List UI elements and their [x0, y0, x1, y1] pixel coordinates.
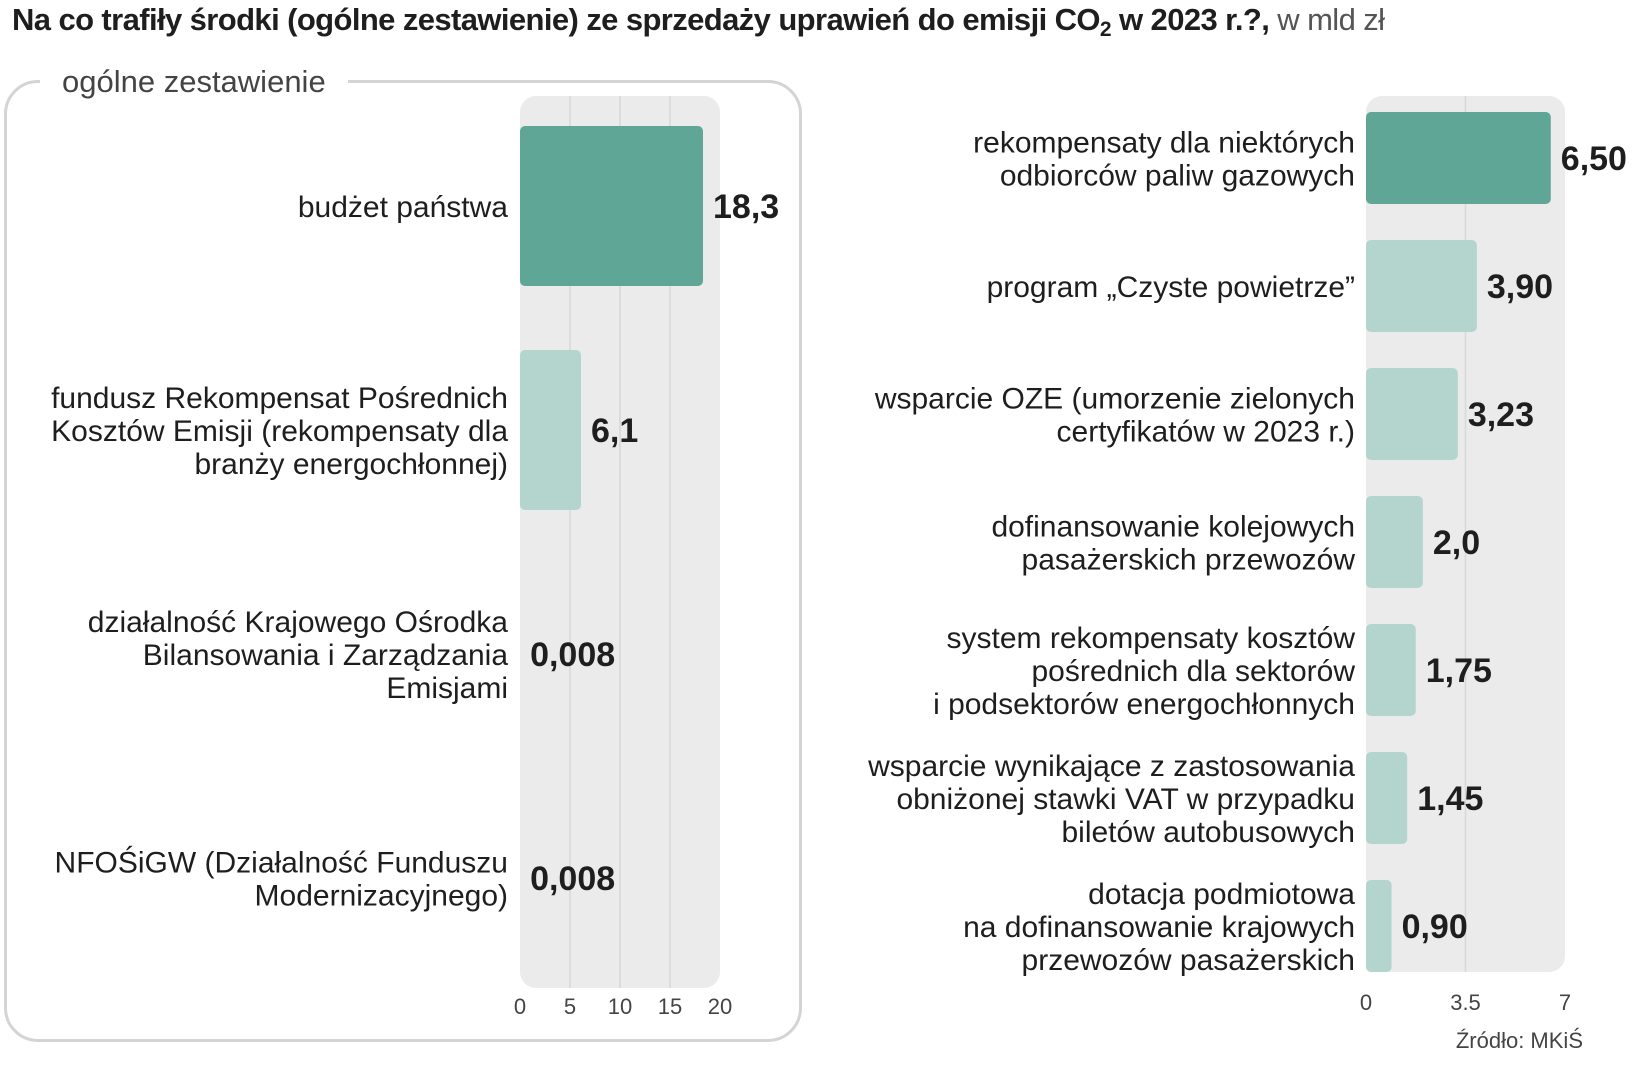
category-label-line: system rekompensaty kosztów — [946, 621, 1355, 655]
category-label-line: certyfikatów w 2023 r.) — [1056, 415, 1355, 449]
category-label-line: Emisjami — [386, 671, 508, 705]
category-label — [991, 510, 1355, 576]
category-label-line: Kosztów Emisji (rekompensaty dla — [51, 414, 508, 448]
bar — [1366, 112, 1551, 204]
title-unit: w mld zł — [1269, 2, 1385, 37]
category-label-line: odbiorców paliw gazowych — [999, 159, 1355, 193]
data-label: 0,008 — [530, 636, 616, 675]
data-label: 0,008 — [530, 860, 616, 899]
category-label-line: działalność Krajowego Ośrodka — [87, 605, 508, 639]
x-tick-label: 5 — [563, 994, 577, 1019]
bar — [520, 350, 581, 510]
category-label-line: na dofinansowanie krajowych — [963, 910, 1355, 944]
category-label-line: budżet państwa — [297, 190, 508, 224]
frame-label: ogólne zestawienie — [40, 64, 348, 100]
x-tick-label: 7 — [1558, 990, 1572, 1015]
data-label: 1,75 — [1425, 652, 1492, 691]
bar — [1366, 368, 1458, 460]
category-label — [933, 622, 1355, 721]
category-label — [987, 271, 1355, 304]
category-label-line: dofinansowanie kolejowych — [991, 510, 1355, 544]
category-label-line: pośrednich dla sektorów — [1031, 654, 1355, 688]
chart-overview — [51, 96, 779, 1019]
title-subscript: 2 — [1099, 18, 1112, 41]
category-label — [973, 126, 1355, 192]
category-label-line: dotacja podmiotowa — [1088, 877, 1355, 911]
category-label — [55, 845, 508, 912]
data-label: 3,90 — [1486, 268, 1554, 307]
category-label-line: wsparcie wynikające z zastosowania — [868, 749, 1355, 783]
title-year: w 2023 r.?, — [1111, 2, 1270, 37]
x-tick-label: 20 — [707, 994, 733, 1019]
category-label — [867, 750, 1355, 849]
title-main: Na co trafiły środki (ogólne zestawienie) ze sprzedaży uprawień do emisji CO — [12, 2, 1100, 37]
category-label-line: Modernizacyjnego) — [254, 879, 508, 913]
category-label-line: Bilansowania i Zarządzania — [142, 638, 508, 672]
category-label-line: rekompensaty dla niektórych — [973, 126, 1355, 160]
category-label-line: branży energochłonnej) — [194, 447, 508, 481]
category-label-line: fundusz Rekompensat Pośrednich — [51, 381, 508, 415]
category-label-line: wsparcie OZE (umorzenie zielonych — [874, 382, 1355, 416]
data-label: 0,90 — [1401, 908, 1468, 947]
category-label-line: biletów autobusowych — [1061, 815, 1355, 849]
bar — [1366, 624, 1416, 716]
x-tick-label: 0 — [513, 994, 527, 1019]
category-label-line: NFOŚiGW (Działalność Funduszu — [54, 846, 508, 880]
bar — [1366, 496, 1423, 588]
category-label-line: i podsektorów energochłonnych — [933, 687, 1355, 721]
data-label: 6,1 — [591, 412, 639, 451]
category-label — [51, 382, 508, 481]
x-tick-label: 15 — [657, 994, 683, 1019]
category-label — [298, 191, 508, 224]
category-label — [963, 878, 1355, 977]
chart-breakdown — [867, 96, 1627, 1015]
category-label-line: pasażerskich przewozów — [1021, 543, 1355, 577]
data-label: 1,45 — [1417, 780, 1484, 819]
category-label-line: obniżonej stawki VAT w przypadku — [896, 782, 1355, 816]
data-label: 6,50 — [1560, 140, 1627, 179]
data-label: 2,0 — [1432, 524, 1481, 563]
x-tick-label: 3.5 — [1450, 990, 1481, 1015]
category-label — [88, 606, 509, 705]
category-label-line: program „Czyste powietrze” — [986, 270, 1355, 304]
x-tick-label: 10 — [607, 994, 633, 1019]
category-label — [874, 382, 1355, 448]
data-label: 18,3 — [713, 188, 780, 227]
bar — [1366, 240, 1477, 332]
source-note: Źródło: MKiŚ — [1455, 1028, 1583, 1053]
bar — [1366, 880, 1392, 972]
category-label-line: przewozów pasażerskich — [1021, 943, 1355, 977]
bar — [520, 126, 703, 286]
x-tick-label: 0 — [1359, 990, 1373, 1015]
bar — [1366, 752, 1407, 844]
data-label: 3,23 — [1467, 396, 1535, 435]
